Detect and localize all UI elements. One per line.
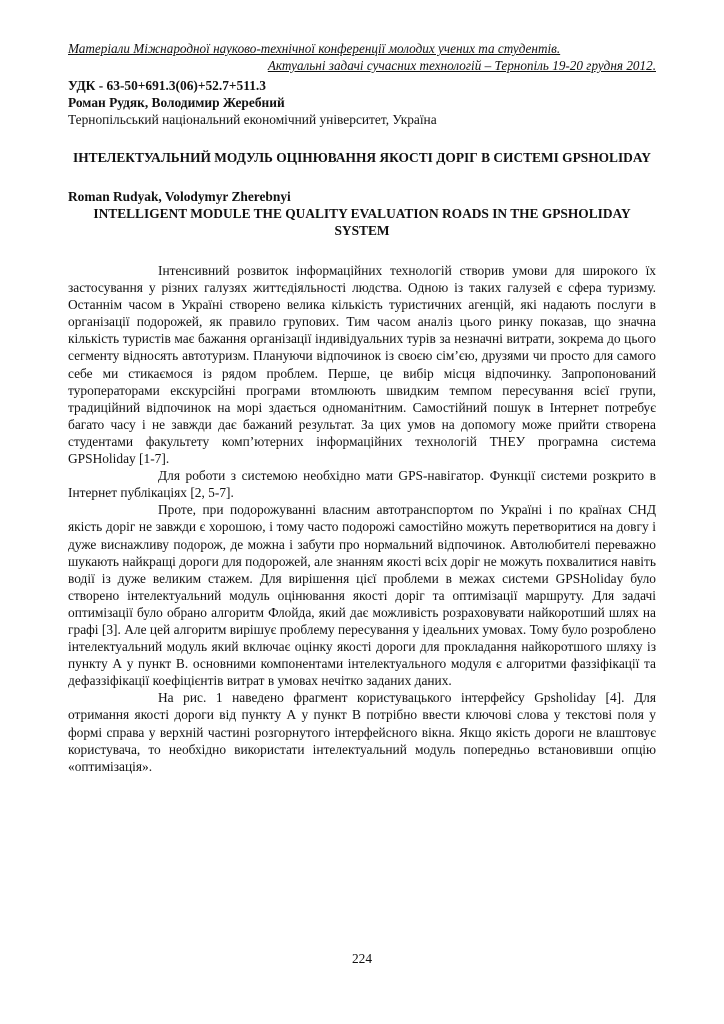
paragraph: Проте, при подорожуванні власним автотранспортом по Україні і по країнах СНД якість доріг не завжди є хорошою, і тому часто подорожі самостійно можуть перетворитися на довгу і дуже виснажливу подорож, де можна і забути про нормальний відпочинок. Автолюбителі переважно шукають найкращі дороги для подорожей, але знанням якості всіх доріг не можуть похвалитися навіть водії із дуже великим стажем. Для вирішення цієї проблеми в межах системи GPSHoliday було створено інтелектуальний модуль оцінювання якості доріг та оптимізації маршруту. Для задачі оптимізації було обрано алгоритм Флойда, який дає можливість розраховувати найкоротший шлях на графі [3]. Але цей алгоритм вирішує проблему пересування у ідеальних умовах. Тому було розроблено інтелектуальний модуль який включає оцінку якості дороги для прокладання найкоротшого шляху із пункту А у пункт В. основними компонентами інтелектуального модуля є алгоритми фаззіфікації та дефаззіфікації коефіцієнтів витрат в умовах нечітко заданих даних. (68, 502, 656, 689)
paragraph: Для роботи з системою необхідно мати GPS-навігатор. Функції системи розкрито в Інтернет публікаціях [2, 5-7]. (68, 468, 656, 501)
paragraph: Інтенсивний розвиток інформаційних технологій створив умови для широкого їх застосування у різних галузях життєдіяльності людства. Одною із таких галузей є сфера туризму. Останнім часом в Україні створено велика кількість туристичних агенцій, які надають послуги в організації подорожей, як правило групових. Тим часом аналіз цього ринку показав, що значна кількість туристів має бажання організації індивідуальних турів за незначні витрати, зокрема до цього сегменту відносять автотуризм. Плануючи відпочинок із своєю сім’єю, друзями чи просто для самого себе ми стикаємося із рядом проблем. Перше, це вибір місця відпочинку. Запропонований туроператорами екскурсійні програми втомлюють швидким темпом пересування всієї групи, традиційний відпочинок на морі здається одноманітним. Самостійний пошук в Інтернет потребує багато часу і не завжди дає бажаний результат. За цих умов на допомогу може прийти створена студентами факультету комп’ютерних інформаційних технологій ТНЕУ програмна система GPSHoliday [1-7]. (68, 263, 656, 467)
title-en: INTELLIGENT MODULE THE QUALITY EVALUATION ROADS IN THE GPSHOLIDAY SYSTEM (93, 206, 631, 238)
authors-en: Roman Rudyak, Volodymyr Zherebnyi (68, 189, 291, 204)
conference-header-line-1: Матеріали Міжнародної науково-технічної конференції молодих учених та студентів. (68, 41, 561, 56)
paragraph: На рис. 1 наведено фрагмент користувацького інтерфейсу Gpsholiday [4]. Для отримання якості дороги від пункту А у пункт В потрібно ввести ключові слова у текстові поля у формі справа у верхній частині розгорнутого інтерфейсного вікна. Якщо якість дороги не влаштовує користувача, то необхідно використати інтелектуальний модуль попередньо встановивши опцію «оптимізація». (68, 690, 656, 774)
udk-code: УДК - 63-50+691.3(06)+52.7+511.3 (68, 78, 266, 93)
body-text (68, 262, 656, 775)
authors-ua: Роман Рудяк, Володимир Жеребний (68, 95, 285, 110)
paper-page (68, 40, 656, 775)
conference-header-line-2: Актуальні задачі сучасних технологій – Тернопіль 19-20 грудня 2012. (267, 58, 656, 73)
page-number: 224 (351, 951, 373, 966)
affiliation: Тернопільський національний економічний університет, Україна (68, 112, 437, 127)
title-ua: ІНТЕЛЕКТУАЛЬНИЙ МОДУЛЬ ОЦІНЮВАННЯ ЯКОСТІ ДОРІГ В СИСТЕМІ GPSHOLIDAY (73, 150, 651, 165)
